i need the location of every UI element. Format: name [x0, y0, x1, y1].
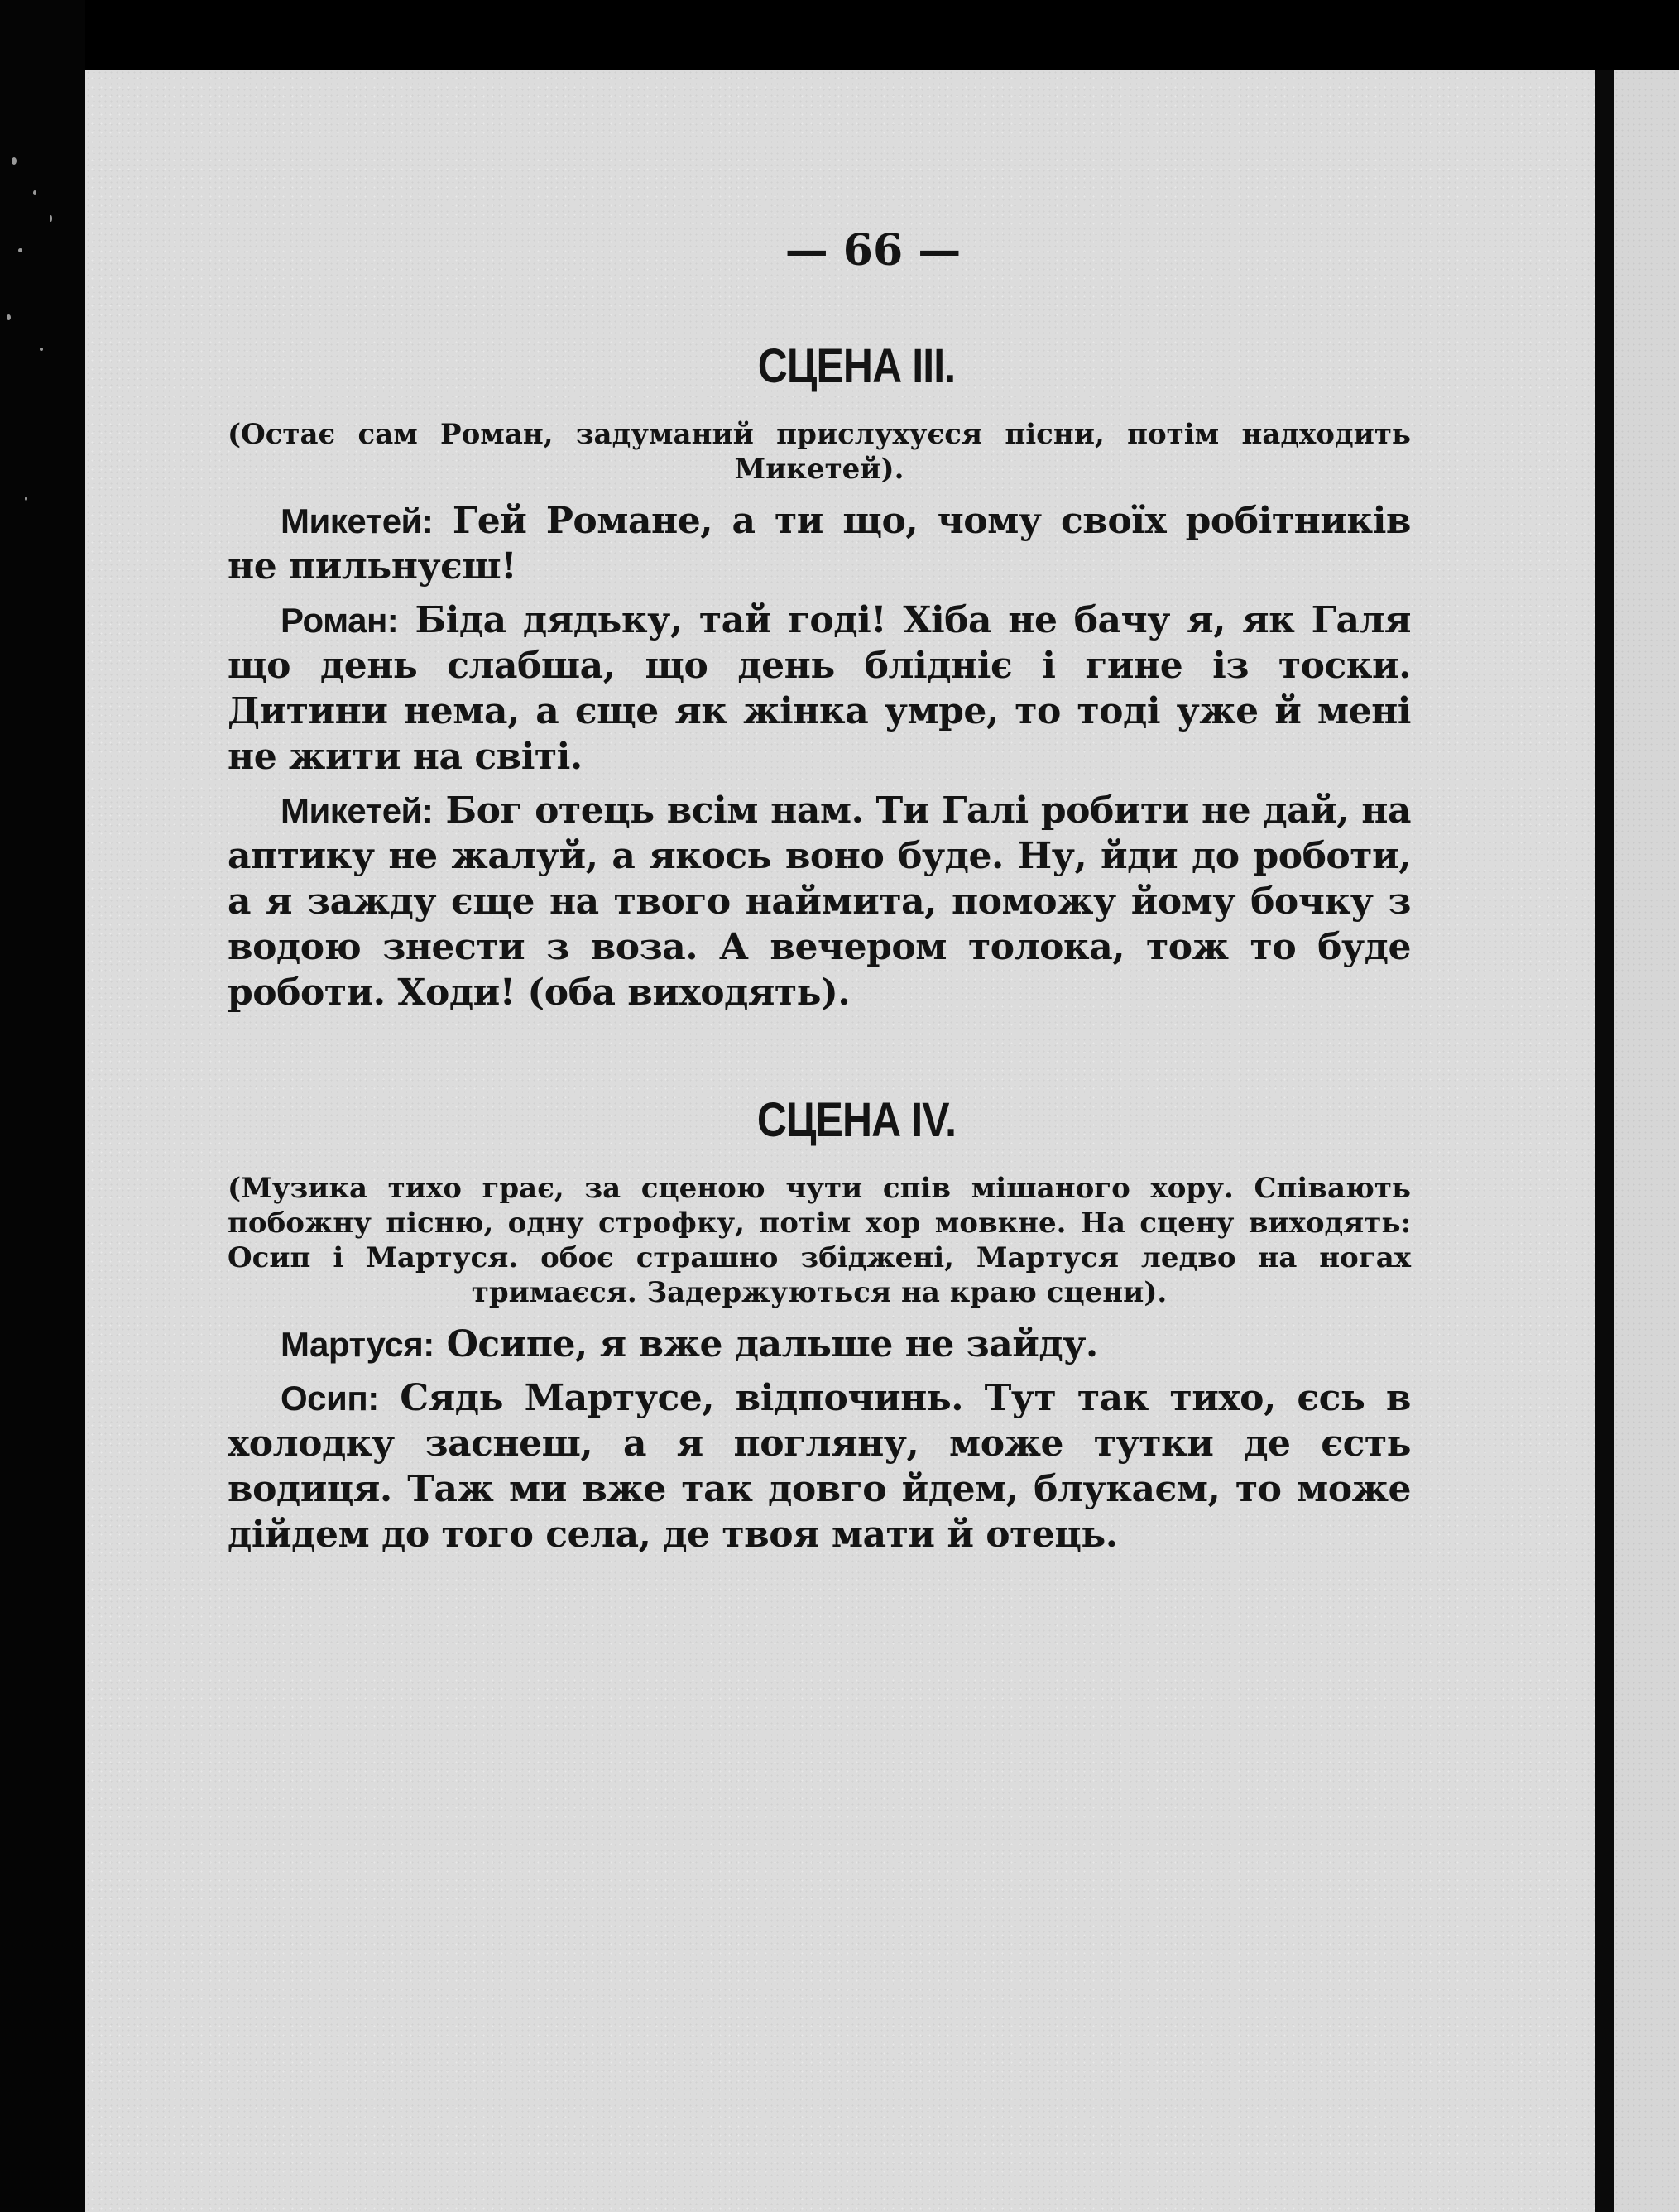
- dialogue-line: [228, 498, 1411, 589]
- speaker-name: Микетей:: [281, 791, 434, 830]
- scene-3-title: СЦЕНА III.: [757, 339, 956, 393]
- line-text: Сядь Мартусе, відпочинь. Тут так тихо, єсь в холодку заснеш, а я погляну, може тутки де єсть водиця. Таж ми вже так довго йдем, блукаєм, то може дійдем до того села, де твоя мати й отець.: [228, 1377, 1411, 1556]
- scene-4-title: СЦЕНА IV.: [756, 1093, 957, 1147]
- line-text: Осипе, я вже дальше не зайду.: [446, 1323, 1098, 1365]
- scene-3-stage-direction: (Остає сам Роман, задуманий прислухуєся пісни, потім надходить Микетей).: [228, 418, 1411, 486]
- scene-4-stage-direction: (Музика тихо грає, за сценою чути спів мішаного хору. Співають побожну пісню, одну строфку, потім хор мовкне. На сцену виходять: Осип і Мартуся. обоє страшно збіджені, Мартуся ледво на ногах тримаєся. Задержуються на краю сцени).: [228, 1172, 1411, 1309]
- book-spine-gutter: [1595, 70, 1614, 2212]
- dialogue-line: [228, 597, 1411, 780]
- speaker-name: Роман:: [281, 601, 399, 640]
- dialogue-line: [228, 788, 1411, 1015]
- page-text: [228, 222, 1411, 1564]
- line-text: Гей Романе, а ти що, чому своїх робітників не пильнуєш!: [228, 500, 1411, 588]
- dialogue-line: [228, 1375, 1411, 1557]
- page-number: — 66 —: [784, 225, 962, 276]
- line-text: Бог отець всім нам. Ти Галі робити не дай, на аптику не жалуй, а якось воно буде. Ну, йди до роботи, а я зажду єще на твого наймита, поможу йому бочку з водою знести з воза. А вечером толока, тож то буде роботи. Ходи! (оба виходять).: [228, 789, 1411, 1014]
- speaker-name: Осип:: [281, 1379, 379, 1418]
- speaker-name: Мартуся:: [281, 1325, 434, 1364]
- facing-page-edge: [1614, 70, 1679, 2212]
- dialogue-line: [228, 1322, 1411, 1367]
- scan-left-border: [0, 0, 85, 2212]
- line-text: Біда дядьку, тай годі! Хіба не бачу я, як Галя що день слабша, що день блідніє і гине із тоски. Дитини нема, а єще як жінка умре, то тоді уже й мені не жити на світі.: [228, 599, 1411, 778]
- speaker-name: Микетей:: [281, 501, 434, 540]
